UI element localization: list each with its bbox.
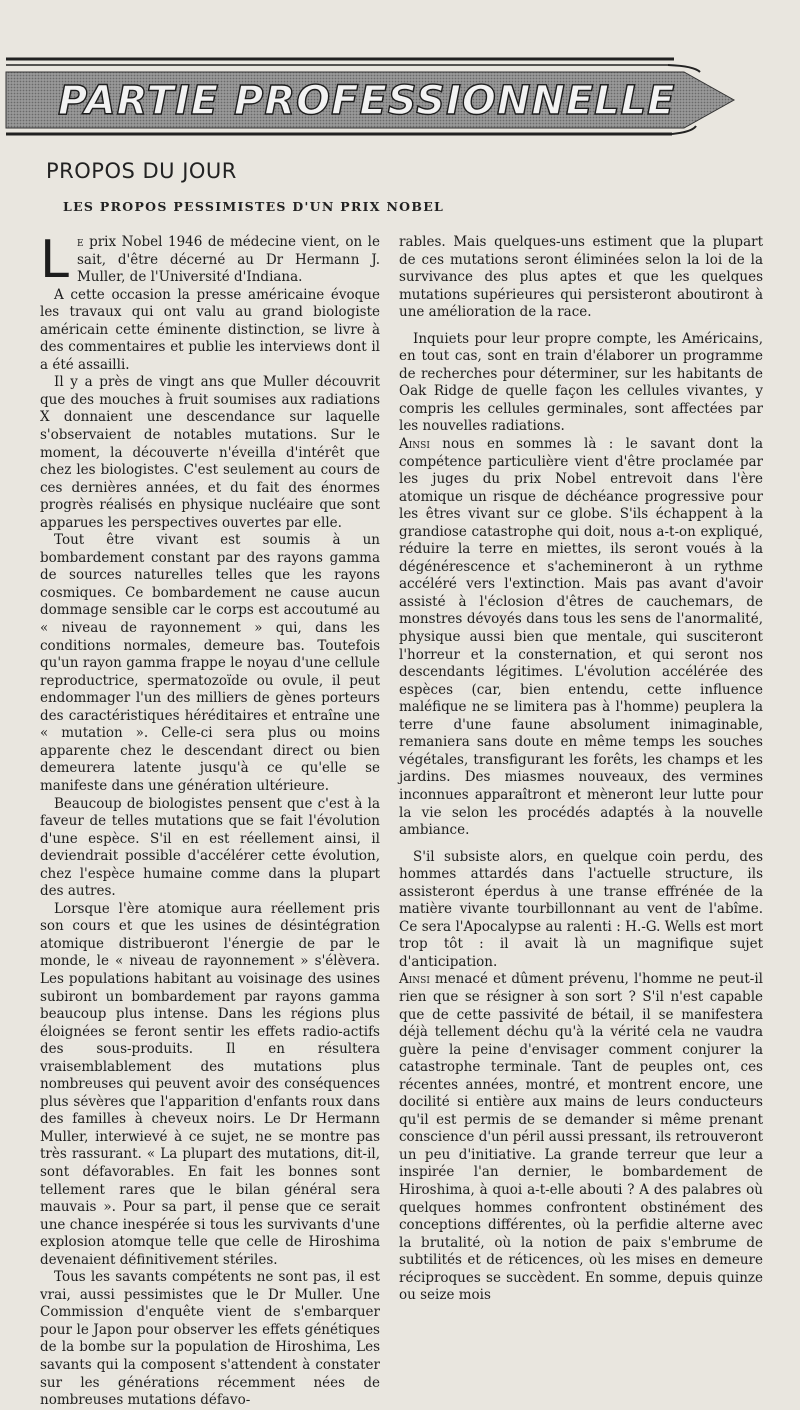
right-column [399, 234, 763, 1305]
banner-title: PARTIE PROFESSIONNELLE [58, 78, 676, 124]
drop-cap: L [40, 230, 69, 290]
paragraph: A cette occasion la presse américaine évoque les travaux qui ont valu au grand biologiste américain cette éminente distinction, se livre à des commentaires et publie les interviews dont il a été assailli. [40, 286, 380, 373]
section-title: PROPOS DU JOUR [46, 159, 237, 183]
paragraph-section-start [399, 971, 763, 1304]
paragraph-section-start [399, 436, 763, 840]
paragraph: Lorsque l'ère atomique aura réellement pris son cours et que les usines de désintégration atomique distribueront l'énergie de par le monde, le « niveau de rayonnement » s'élèvera. Les populations habitant au voisinage des usines subiront un bombardement par rayons gamma beaucoup plus intense. Dans les régions plus éloignées se feront sentir les effets radio-actifs des sous-produits. Il en résultera vraisemblablement des mutations plus nombreuses qui peuvent avoir des conséquences plus sévères que l'apparition d'enfants roux dans des familles à cheveux noirs. Le Dr Hermann Muller, interwievé à ce sujet, ne se montre pas très rassurant. « La plupart des mutations, dit-il, sont défavorables. En fait les bonnes sont tellement rares que le bilan général sera mauvais ». Pour sa part, il pense que ce serait une chance inespérée si tous les survivants d'une explosion atomque telle que celle de Hiroshima devenaient définitivement stériles. [40, 900, 380, 1268]
section-lead: Ainsi [399, 436, 430, 453]
paragraph: Inquiets pour leur propre compte, les Américains, en tout cas, sont en train d'élaborer un programme de recherches pour déterminer, sur les habitants de Oak Ridge de quelle façon les cellules vivantes, y compris les cellules germinales, sont affectées par les nouvelles radiations. [399, 330, 763, 435]
intro-text: prix Nobel 1946 de médecine vient, on le sait, d'être décerné au Dr Hermann J. Muller, de l'Université d'Indiana. [76, 234, 380, 286]
paragraph-text: nous en sommes là : le savant dont la compétence particulière vient d'être proclamée par les juges du prix Nobel entrevoit dans l'ère atomique un risque de déchéance progressive pour les êtres vivant sur ce globe. S'ils échappent à la grandiose catastrophe qui doit, nous a-t-on expliqué, réduire la terre en miettes, ils seront voués à la dégénérescence et s'achemineront à un rythme accéléré vers l'extinction. Mais pas avant d'avoir assisté à l'éclosion d'êtres de cauchemars, de monstres dévoyés dans tous les sens de l'anormalité, physique aussi bien que mentale, qui susciteront l'horreur et la consternation, et qui seront nos descendants légitimes. L'évolution accélérée des espèces (car, bien entendu, cette influence maléfique ne se limitera pas à l'homme) peuplera la terre d'une faune absolument inimaginable, remaniera sans doute en même temps les souches végétales, transfigurant les forêts, les champs et les jardins. Des miasmes nouveaux, des vermines inconnues apparaîtront et mèneront leur lutte pour la vie selon les procédés adaptés à la nouvelle ambiance. [399, 436, 763, 839]
article-title: LES PROPOS PESSIMISTES D'UN PRIX NOBEL [63, 199, 445, 214]
paragraph: S'il subsiste alors, en quelque coin perdu, des hommes attardés dans l'actuelle structure, ils assisteront éperdus à une transe effrénée de la matière vivante tourbillonnant au vent de l'abîme. Ce sera l'Apocalypse au ralenti : H.-G. Wells est mort trop tôt : il avait là un magnifique sujet d'anticipation. [399, 848, 763, 970]
intro-lead: e [76, 234, 84, 250]
paragraph: Beaucoup de biologistes pensent que c'est à la faveur de telles mutations que se fait l'évolution d'une espèce. S'il en est réellement ainsi, il deviendrait possible d'accélérer cette évolution, chez l'espèce humaine comme dans la plupart des autres. [40, 795, 380, 900]
paragraph-text: menacé et dûment prévenu, l'homme ne peut-il rien que se résigner à son sort ? S'il n'est capable que de cette passivité de bétail, il se manifestera déjà tellement déchu qu'à la vérité cela ne vaudra guère la peine d'envisager comment conjurer la catastrophe terminale. Tant de peuples ont, ces récentes années, montré, et montrent encore, une docilité si entière aux mains de leurs conducteurs qu'il est permis de se demander si même prenant conscience d'un péril aussi pressant, ils retrouveront un peu d'initiative. La grande terreur que leur a inspirée l'an dernier, le bombardement de Hiroshima, à quoi a-t-elle abouti ? A des palabres où quelques hommes confrontent obstinément des conceptions différentes, où la perfidie alterne avec la brutalité, où la notion de paix s'embrume de subtilités et de réticences, où les mises en demeure réciproques se succèdent. En somme, depuis quinze ou seize mois [399, 971, 763, 1304]
section-lead: Ainsi [399, 971, 430, 988]
paragraph: rables. Mais quelques-uns estiment que la plupart de ces mutations seront éliminées selon la loi de la survivance des plus aptes et que les quelques mutations supérieures qui persisteront aboutiront à une amélioration de la race. [399, 234, 763, 321]
paragraph: Il y a près de vingt ans que Muller découvrit que des mouches à fruit soumises aux radiations X donnaient une descendance sur laquelle s'observaient de notables mutations. Sur le moment, la découverte n'éveilla d'intérêt que chez les biologistes. C'est seulement au cours de ces dernières années, et du fait des énormes progrès réalisés en physique nucléaire que sont apparues les perspectives ouvertes par elle. [40, 374, 380, 531]
left-column [40, 230, 380, 1410]
paragraph: Tous les savants compétents ne sont pas, il est vrai, aussi pessimistes que le Dr Muller. Une Commission d'enquête vient de s'embarquer pour le Japon pour observer les effets génétiques de la bombe sur la population de Hiroshima, Les savants qui la composent s'attendent à constater sur les générations récemment nées de nombreuses mutations défavo- [40, 1269, 380, 1409]
paragraph-intro [40, 230, 380, 290]
paragraph: Tout être vivant est soumis à un bombardement constant par des rayons gamma de sources naturelles telles que les rayons cosmiques. Ce bombardement ne cause aucun dommage sensible car le corps est accoutumé au « niveau de rayonnement » qui, dans les conditions normales, demeure bas. Toutefois qu'un rayon gamma frappe le noyau d'une cellule reproductrice, spermatozoïde ou ovule, il peut endommager l'un des milliers de gènes porteurs des caractéristiques héréditaires et entraîne une « mutation ». Celle-ci sera plus ou moins apparente chez le descendant direct ou bien demeurera latente jusqu'à ce qu'elle se manifeste dans une génération ultérieure. [40, 532, 380, 794]
